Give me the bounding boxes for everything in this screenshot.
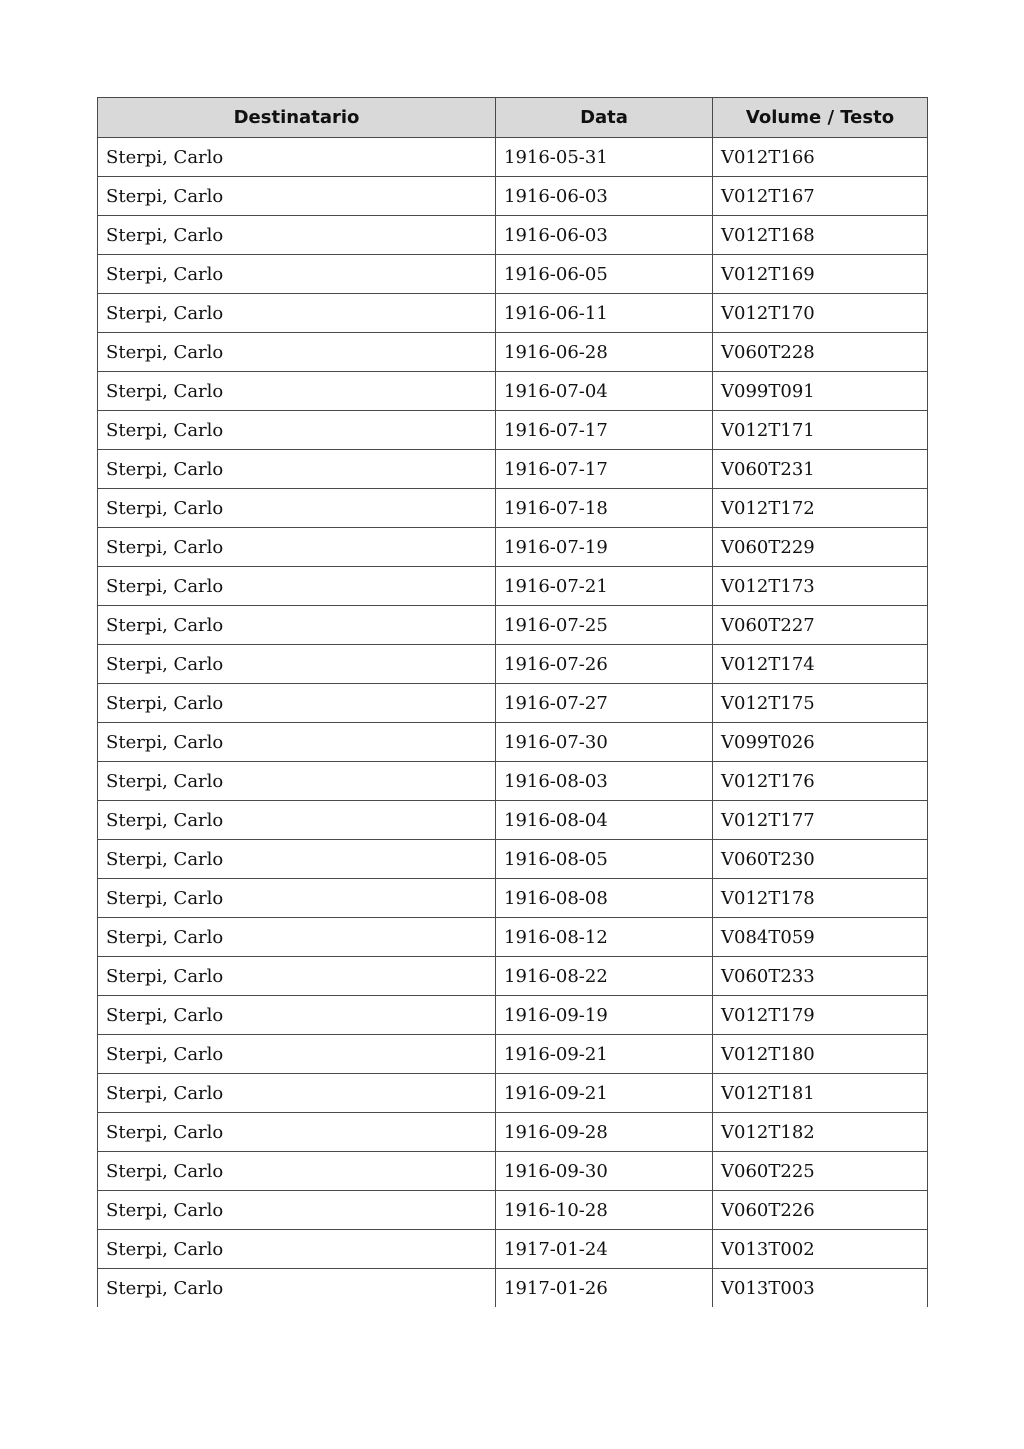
cell-data: 1916-07-25 (496, 606, 713, 645)
cell-destinatario: Sterpi, Carlo (98, 528, 496, 567)
table-row (98, 1191, 928, 1230)
cell-volume-testo: V012T176 (713, 762, 928, 801)
cell-volume-testo: V012T178 (713, 879, 928, 918)
cell-data: 1916-07-17 (496, 450, 713, 489)
cell-data: 1916-07-04 (496, 372, 713, 411)
cell-data: 1916-07-26 (496, 645, 713, 684)
cell-volume-testo: V012T173 (713, 567, 928, 606)
cell-data: 1916-08-05 (496, 840, 713, 879)
cell-data: 1917-01-24 (496, 1230, 713, 1269)
table-row (98, 177, 928, 216)
table-row (98, 1113, 928, 1152)
cell-data: 1916-09-21 (496, 1035, 713, 1074)
cell-destinatario: Sterpi, Carlo (98, 957, 496, 996)
header-row (98, 98, 928, 138)
cell-volume-testo: V013T003 (713, 1269, 928, 1308)
cell-data: 1916-07-17 (496, 411, 713, 450)
cell-volume-testo: V060T229 (713, 528, 928, 567)
cell-destinatario: Sterpi, Carlo (98, 606, 496, 645)
cell-data: 1916-06-11 (496, 294, 713, 333)
cell-data: 1916-08-04 (496, 801, 713, 840)
cell-data: 1916-08-03 (496, 762, 713, 801)
table-row (98, 918, 928, 957)
table-row (98, 684, 928, 723)
table-row (98, 528, 928, 567)
cell-volume-testo: V012T166 (713, 138, 928, 177)
cell-volume-testo: V012T181 (713, 1074, 928, 1113)
cell-data: 1916-10-28 (496, 1191, 713, 1230)
cell-destinatario: Sterpi, Carlo (98, 1035, 496, 1074)
cell-volume-testo: V060T226 (713, 1191, 928, 1230)
cell-volume-testo: V012T170 (713, 294, 928, 333)
cell-data: 1916-09-19 (496, 996, 713, 1035)
table-row (98, 567, 928, 606)
cell-destinatario: Sterpi, Carlo (98, 1152, 496, 1191)
cell-destinatario: Sterpi, Carlo (98, 1113, 496, 1152)
table-row (98, 294, 928, 333)
table-row (98, 333, 928, 372)
cell-data: 1916-06-03 (496, 177, 713, 216)
cell-volume-testo: V012T172 (713, 489, 928, 528)
cell-volume-testo: V060T225 (713, 1152, 928, 1191)
cell-destinatario: Sterpi, Carlo (98, 489, 496, 528)
table-row (98, 762, 928, 801)
cell-data: 1916-06-03 (496, 216, 713, 255)
cell-data: 1917-01-26 (496, 1269, 713, 1308)
letters-table (97, 97, 928, 1307)
table-row (98, 840, 928, 879)
cell-destinatario: Sterpi, Carlo (98, 216, 496, 255)
cell-destinatario: Sterpi, Carlo (98, 411, 496, 450)
cell-volume-testo: V012T174 (713, 645, 928, 684)
cell-destinatario: Sterpi, Carlo (98, 294, 496, 333)
cell-destinatario: Sterpi, Carlo (98, 762, 496, 801)
cell-volume-testo: V013T002 (713, 1230, 928, 1269)
cell-volume-testo: V060T233 (713, 957, 928, 996)
header-destinatario: Destinatario (98, 98, 496, 138)
cell-data: 1916-07-21 (496, 567, 713, 606)
cell-destinatario: Sterpi, Carlo (98, 996, 496, 1035)
cell-destinatario: Sterpi, Carlo (98, 918, 496, 957)
table-row (98, 216, 928, 255)
cell-destinatario: Sterpi, Carlo (98, 255, 496, 294)
table-row (98, 489, 928, 528)
table-row (98, 1269, 928, 1308)
cell-destinatario: Sterpi, Carlo (98, 1191, 496, 1230)
cell-destinatario: Sterpi, Carlo (98, 1269, 496, 1308)
table-row (98, 255, 928, 294)
table-row (98, 411, 928, 450)
cell-destinatario: Sterpi, Carlo (98, 333, 496, 372)
cell-destinatario: Sterpi, Carlo (98, 723, 496, 762)
cell-volume-testo: V012T171 (713, 411, 928, 450)
cell-data: 1916-08-12 (496, 918, 713, 957)
table-row (98, 957, 928, 996)
cell-data: 1916-07-30 (496, 723, 713, 762)
cell-data: 1916-05-31 (496, 138, 713, 177)
cell-volume-testo: V012T180 (713, 1035, 928, 1074)
cell-data: 1916-08-22 (496, 957, 713, 996)
table-row (98, 1035, 928, 1074)
table-row (98, 372, 928, 411)
table-row (98, 1230, 928, 1269)
cell-destinatario: Sterpi, Carlo (98, 177, 496, 216)
cell-destinatario: Sterpi, Carlo (98, 1230, 496, 1269)
cell-volume-testo: V060T231 (713, 450, 928, 489)
table-row (98, 450, 928, 489)
cell-volume-testo: V012T179 (713, 996, 928, 1035)
table-row (98, 645, 928, 684)
cell-destinatario: Sterpi, Carlo (98, 879, 496, 918)
cell-destinatario: Sterpi, Carlo (98, 567, 496, 606)
cell-volume-testo: V012T169 (713, 255, 928, 294)
table-row (98, 996, 928, 1035)
table-row (98, 723, 928, 762)
cell-destinatario: Sterpi, Carlo (98, 450, 496, 489)
cell-data: 1916-07-19 (496, 528, 713, 567)
cell-data: 1916-09-21 (496, 1074, 713, 1113)
cell-data: 1916-06-05 (496, 255, 713, 294)
table-row (98, 879, 928, 918)
cell-volume-testo: V084T059 (713, 918, 928, 957)
cell-destinatario: Sterpi, Carlo (98, 840, 496, 879)
header-data: Data (496, 98, 713, 138)
cell-volume-testo: V012T167 (713, 177, 928, 216)
table-body (98, 138, 928, 1308)
cell-destinatario: Sterpi, Carlo (98, 645, 496, 684)
table-row (98, 138, 928, 177)
cell-data: 1916-06-28 (496, 333, 713, 372)
cell-data: 1916-09-28 (496, 1113, 713, 1152)
header-volume-testo: Volume / Testo (713, 98, 928, 138)
cell-volume-testo: V012T175 (713, 684, 928, 723)
table-row (98, 801, 928, 840)
cell-volume-testo: V060T230 (713, 840, 928, 879)
table-row (98, 1152, 928, 1191)
cell-volume-testo: V060T227 (713, 606, 928, 645)
cell-destinatario: Sterpi, Carlo (98, 684, 496, 723)
cell-volume-testo: V060T228 (713, 333, 928, 372)
cell-destinatario: Sterpi, Carlo (98, 1074, 496, 1113)
table-row (98, 606, 928, 645)
cell-destinatario: Sterpi, Carlo (98, 801, 496, 840)
table-header (98, 98, 928, 138)
cell-volume-testo: V012T177 (713, 801, 928, 840)
cell-data: 1916-08-08 (496, 879, 713, 918)
cell-volume-testo: V012T168 (713, 216, 928, 255)
cell-data: 1916-09-30 (496, 1152, 713, 1191)
cell-volume-testo: V099T026 (713, 723, 928, 762)
cell-volume-testo: V099T091 (713, 372, 928, 411)
cell-data: 1916-07-18 (496, 489, 713, 528)
cell-volume-testo: V012T182 (713, 1113, 928, 1152)
cell-data: 1916-07-27 (496, 684, 713, 723)
cell-destinatario: Sterpi, Carlo (98, 372, 496, 411)
cell-destinatario: Sterpi, Carlo (98, 138, 496, 177)
table-row (98, 1074, 928, 1113)
